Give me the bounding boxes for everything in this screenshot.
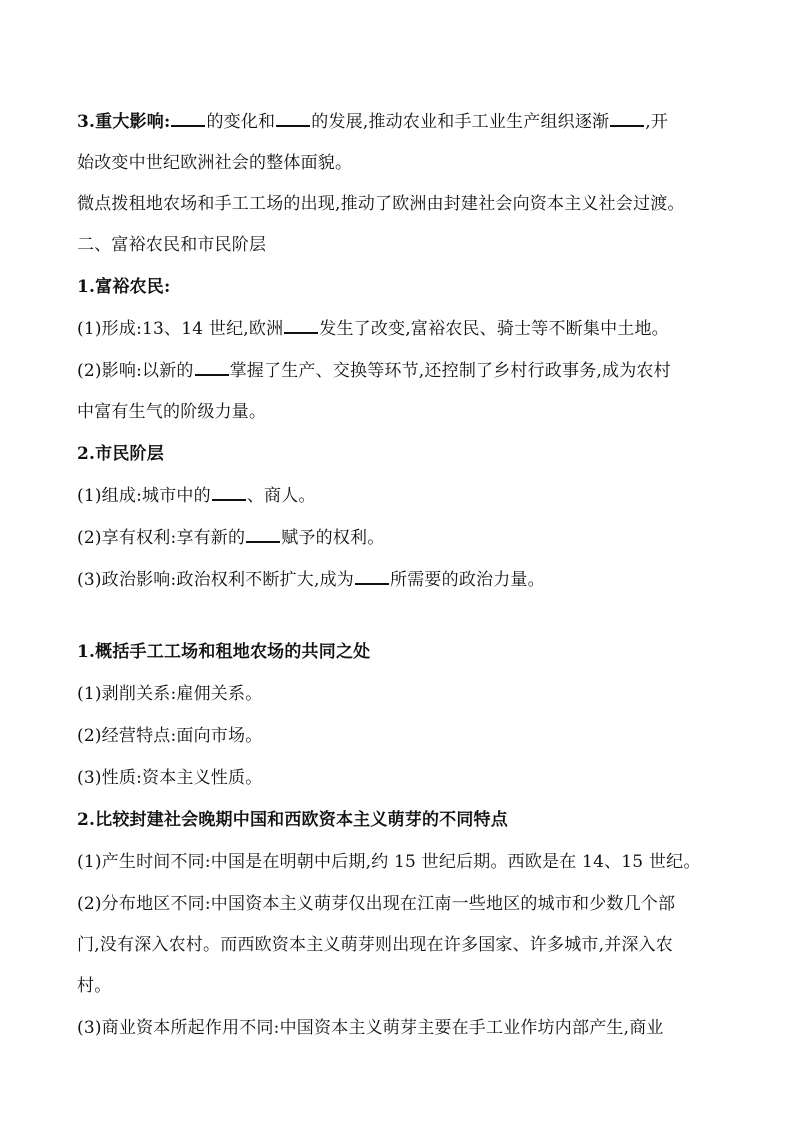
subheading-citizen-class: 2.市民阶层: [77, 444, 164, 464]
fill-blank: [212, 484, 246, 501]
comparison-region: (2)分布地区不同:中国资本主义萌芽仅出现在江南一些地区的城市和少数几个部: [77, 894, 676, 914]
list-item: (3)性质:资本主义性质。: [77, 768, 263, 788]
fill-blank: [171, 110, 205, 127]
paragraph-rights: [77, 517, 725, 559]
fill-blank: [355, 568, 389, 585]
comparison-commercial-capital: (3)商业资本所起作用不同:中国资本主义萌芽主要在手工业作坊内部产生,商业: [77, 1018, 664, 1038]
list-item: (2)经营特点:面向市场。: [77, 726, 263, 746]
text-segment: 所需要的政治力量。: [390, 570, 545, 590]
text-segment: 赋予的权利。: [281, 528, 385, 548]
paragraph-composition: [77, 475, 725, 517]
comparison-region-continuation: 门,没有深入农村。而西欧资本主义萌芽则出现在许多国家、许多城市,并深入农: [77, 935, 674, 955]
section-spacer: [77, 601, 725, 631]
text-segment: 的变化和: [206, 112, 276, 132]
subheading-rich-peasants: 1.富裕农民:: [77, 277, 171, 297]
paragraph-formation: [77, 308, 725, 350]
fill-blank: [195, 359, 229, 376]
section1-heading-line: [77, 101, 725, 143]
fill-blank: [246, 526, 280, 543]
tip-note: 微点拨租地农场和手工工场的出现,推动了欧洲由封建社会向资本主义社会过渡。: [77, 194, 685, 214]
fill-blank: [284, 317, 318, 334]
text-segment: 的发展,推动农业和手工业生产组织逐渐: [311, 112, 610, 132]
fill-blank: [276, 110, 310, 127]
subheading-comparison: 2.比较封建社会晚期中国和西欧资本主义萌芽的不同特点: [77, 810, 508, 830]
section1-heading-continuation: 始改变中世纪欧洲社会的整体面貌。: [77, 153, 353, 173]
text-segment: (1)形成:13、14 世纪,欧洲: [77, 319, 284, 339]
text-segment: (2)享有权利:享有新的: [77, 528, 246, 548]
paragraph-influence: [77, 350, 725, 392]
text-segment: (2)影响:以新的: [77, 361, 194, 381]
list-item: (1)剥削关系:雇佣关系。: [77, 684, 263, 704]
text-segment: 发生了改变,富裕农民、骑士等不断集中土地。: [319, 319, 669, 339]
text-segment: ,开: [645, 112, 669, 132]
text-segment: 、商人。: [246, 486, 316, 506]
section1-heading-label: 3.重大影响:: [77, 112, 171, 132]
fill-blank: [610, 110, 644, 127]
section2-title: 二、富裕农民和市民阶层: [77, 235, 267, 255]
paragraph-influence-continuation: 中富有生气的阶级力量。: [77, 402, 267, 422]
text-segment: (3)政治影响:政治权利不断扩大,成为: [77, 570, 355, 590]
text-segment: (1)组成:城市中的: [77, 486, 211, 506]
paragraph-political-influence: [77, 559, 725, 601]
comparison-time: (1)产生时间不同:中国是在明朝中后期,约 15 世纪后期。西欧是在 14、15 世纪。: [77, 852, 701, 872]
subheading-common-points: 1.概括手工工场和租地农场的共同之处: [77, 642, 371, 662]
comparison-region-end: 村。: [77, 976, 112, 996]
text-segment: 掌握了生产、交换等环节,还控制了乡村行政事务,成为农村: [229, 361, 671, 381]
document-page: [77, 101, 725, 1049]
